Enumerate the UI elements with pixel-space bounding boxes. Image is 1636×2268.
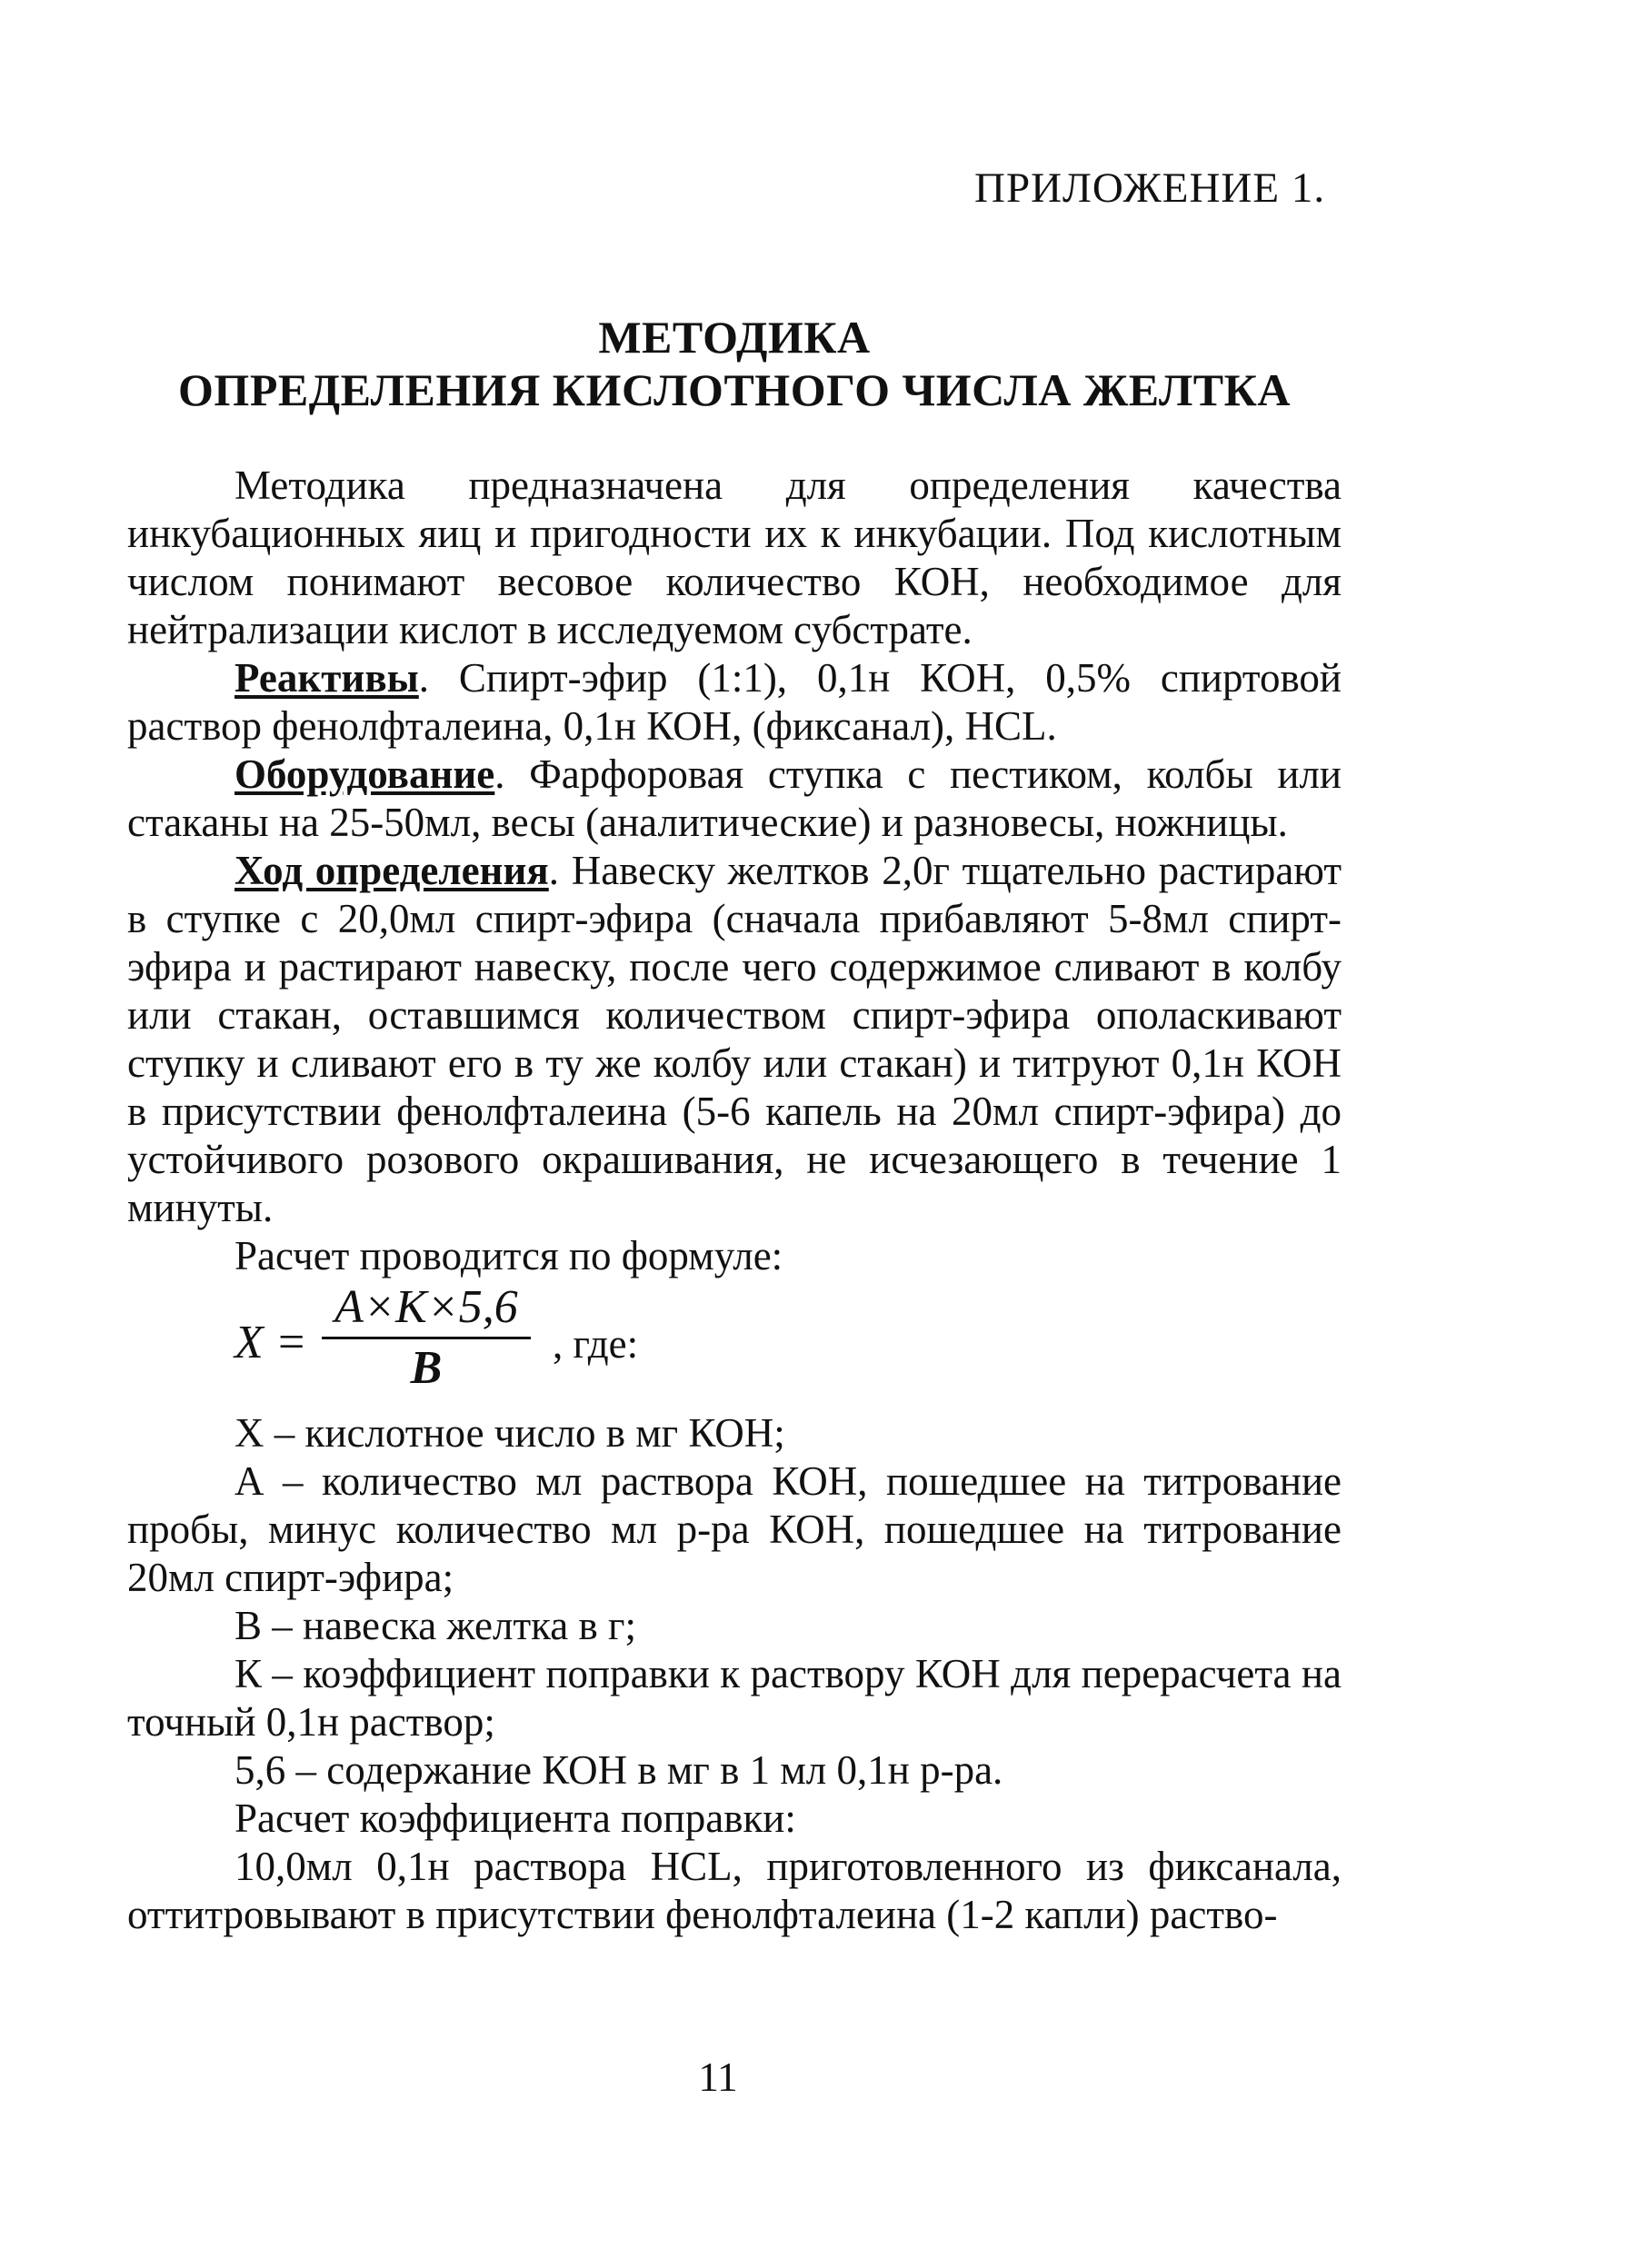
reagents-paragraph xyxy=(127,654,1342,751)
appendix-label: ПРИЛОЖЕНИЕ 1. xyxy=(974,164,1326,212)
formula-suffix: , где: xyxy=(553,1321,639,1367)
fraction-bar xyxy=(322,1337,531,1339)
intro-paragraph: Методика предназначена для определения качества инкубационных яиц и пригодности их к инкубации. Под кислотным числом понимают весовое количество КОН, необходимое для нейтрализации кислот в исследуемом субстрате. xyxy=(127,463,1342,652)
equipment-paragraph xyxy=(127,751,1342,847)
coefficient-intro: Расчет коэффициента поправки: xyxy=(234,1796,796,1841)
formula-equals: = xyxy=(278,1317,305,1368)
formula-numerator: A×K×5,6 xyxy=(334,1281,518,1333)
equipment-term: Оборудование xyxy=(234,751,495,797)
formula-fraction xyxy=(322,1280,531,1396)
procedure-term: Ход определения xyxy=(234,848,549,893)
coefficient-paragraph: 10,0мл 0,1н раствора HCL, приготовленного из фиксанала, оттитровывают в присутствии фенолфталеина (1-2 капли) раство- xyxy=(127,1844,1342,1937)
reagents-text: . Спирт-эфир (1:1), 0,1н КОН, 0,5% спиртовой раствор фенолфталеина, 0,1н КОН, (фиксанал), HCL. xyxy=(127,655,1342,749)
document-body xyxy=(127,462,1342,1939)
page-number: 11 xyxy=(698,2054,738,2100)
reagents-term: Реактивы xyxy=(234,655,419,701)
definition-x: X – кислотное число в мг КОН; xyxy=(234,1410,785,1456)
definition-5-6: 5,6 – содержание КОН в мг в 1 мл 0,1н р-ра. xyxy=(234,1747,1003,1793)
formula-denominator: B xyxy=(410,1342,443,1394)
definition-a: А – количество мл раствора КОН, пошедшее на титрование пробы, минус количество мл р-ра КОН, пошедшее на титрование 20мл спирт-эфира; xyxy=(127,1458,1342,1600)
equipment-text: . Фарфоровая ступка с пестиком, колбы или стаканы на 25-50мл, весы (аналитические) и разновесы, ножницы. xyxy=(127,751,1342,845)
document-title-line-1: МЕТОДИКА xyxy=(598,312,871,363)
procedure-text: . Навеску желтков 2,0г тщательно растирают в ступке с 20,0мл спирт-эфира (сначала прибавляют 5-8мл спирт-эфира и растирают навеску, после чего содержимое сливают в колбу или стакан, оставшимся количеством спирт-эфира ополаскивают ступку и сливают его в ту же колбу или стакан) и титруют 0,1н КОН в присутствии фенолфталеина (5-6 капель на 20мл спирт-эфира) до устойчивого розового окрашивания, не исчезающего в течение 1 минуты. xyxy=(127,848,1342,1230)
procedure-paragraph xyxy=(127,847,1342,1232)
formula-lhs: X xyxy=(234,1317,264,1368)
acid-number-formula xyxy=(234,1280,1342,1409)
definition-k: К – коэффициент поправки к раствору КОН для перерасчета на точный 0,1н раствор; xyxy=(127,1651,1342,1745)
calculation-intro: Расчет проводится по формуле: xyxy=(234,1233,783,1278)
definition-b: В – навеска желтка в г; xyxy=(234,1603,636,1648)
document-title-line-2: ОПРЕДЕЛЕНИЯ КИСЛОТНОГО ЧИСЛА ЖЕЛТКА xyxy=(178,364,1291,415)
